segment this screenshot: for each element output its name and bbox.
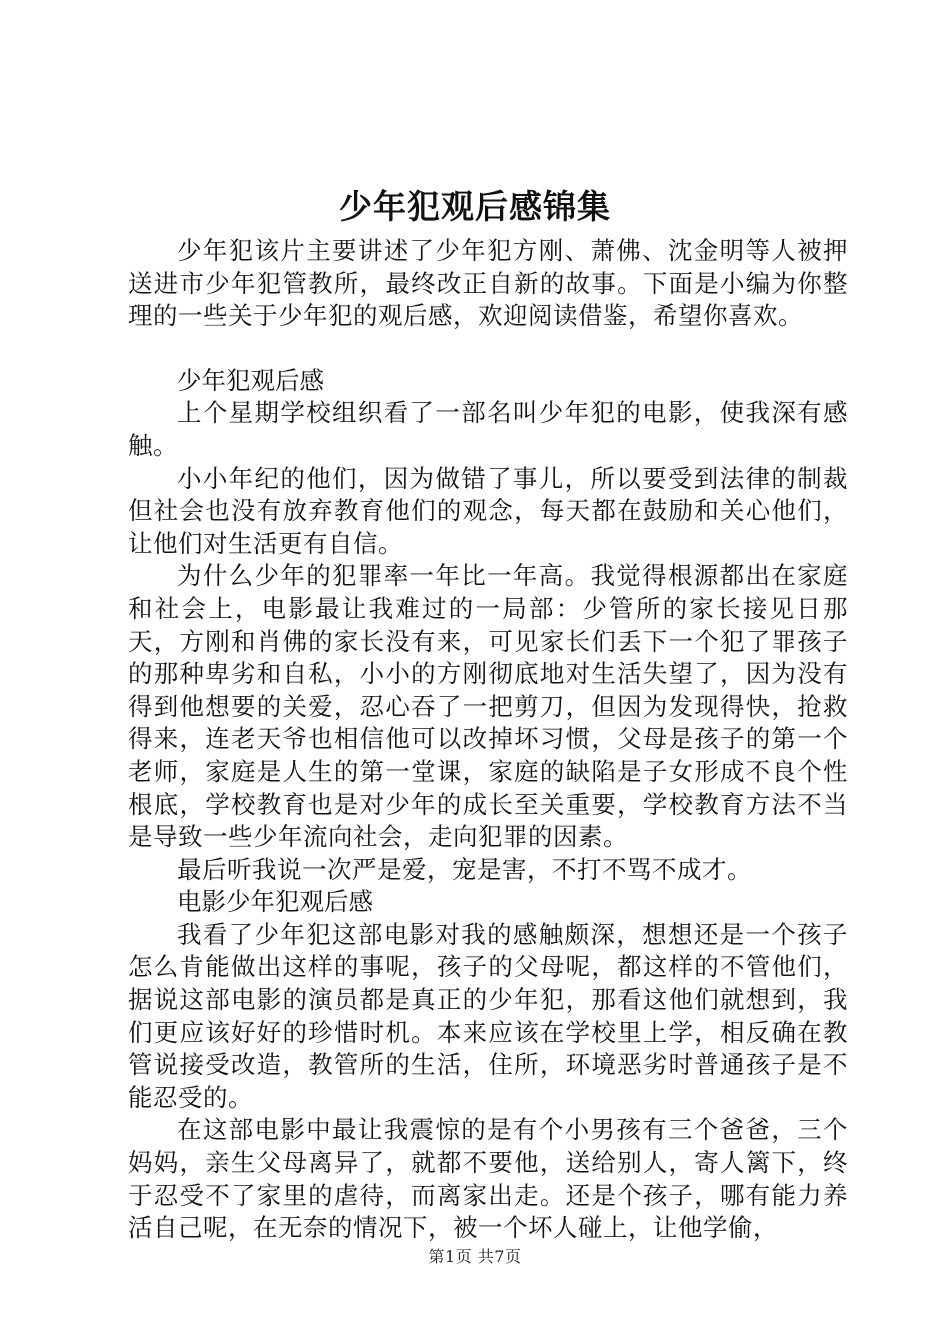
section2-paragraph-1: 我看了少年犯这部电影对我的感触颇深，想想还是一个孩子怎么肯能做出这样的事呢，孩子的父母呢，都这样的不管他们，据说这部电影的演员都是真正的少年犯，那看这他们就想到，我们更应该好好的珍惜时机。本来应该在学校里上学，相反确在教管说接受改造，教管所的生活，住所，环境恶劣时普通孩子是不能忍受的。 (128, 919, 848, 1112)
paragraph-spacer (128, 333, 848, 365)
page-footer: 第1页 共7页 (428, 1247, 522, 1266)
section1-paragraph-2: 小小年纪的他们，因为做错了事儿，所以要受到法律的制裁但社会也没有放弃教育他们的观念，每天都在鼓励和关心他们，让他们对生活更有自信。 (128, 463, 848, 558)
section2-paragraph-2: 在这部电影中最让我震惊的是有个小男孩有三个爸爸，三个妈妈，亲生父母离异了，就都不要他，送给别人，寄人篱下，终于忍受不了家里的虐待，而离家出走。还是个孩子，哪有能力养活自己呢，在无奈的情况下，被一个坏人碰上，让他学偷， (128, 1115, 848, 1243)
section1-paragraph-3: 为什么少年的犯罪率一年比一年高。我觉得根源都出在家庭和社会上，电影最让我难过的一局部：少管所的家长接见日那天，方刚和肖佛的家长没有来，可见家长们丢下一个犯了罪孩子的那种卑劣和自私，小小的方刚彻底地对生活失望了，因为没有得到他想要的关爱，忍心吞了一把剪刀，但因为发现得快，抢救得来，连老天爷也相信他可以改掉坏习惯，父母是孩子的第一个老师，家庭是人生的第一堂课，家庭的缺陷是子女形成不良个性根底，学校教育也是对少年的成长至关重要，学校教育方法不当是导致一些少年流向社会，走向犯罪的因素。 (128, 561, 848, 852)
section-heading-2: 电影少年犯观后感 (177, 887, 373, 917)
section1-paragraph-4: 最后听我说一次严是爱，宠是害，不打不骂不成才。 (177, 854, 752, 884)
document-body (128, 235, 848, 1245)
section1-paragraph-1: 上个星期学校组织看了一部名叫少年犯的电影，使我深有感触。 (128, 398, 848, 460)
document-title: 少年犯观后感锦集 (339, 187, 611, 226)
section-heading-1: 少年犯观后感 (177, 365, 324, 395)
intro-paragraph: 少年犯该片主要讲述了少年犯方刚、萧佛、沈金明等人被押送进市少年犯管教所，最终改正自新的故事。下面是小编为你整理的一些关于少年犯的观后感，欢迎阅读借鉴，希望你喜欢。 (128, 236, 848, 331)
